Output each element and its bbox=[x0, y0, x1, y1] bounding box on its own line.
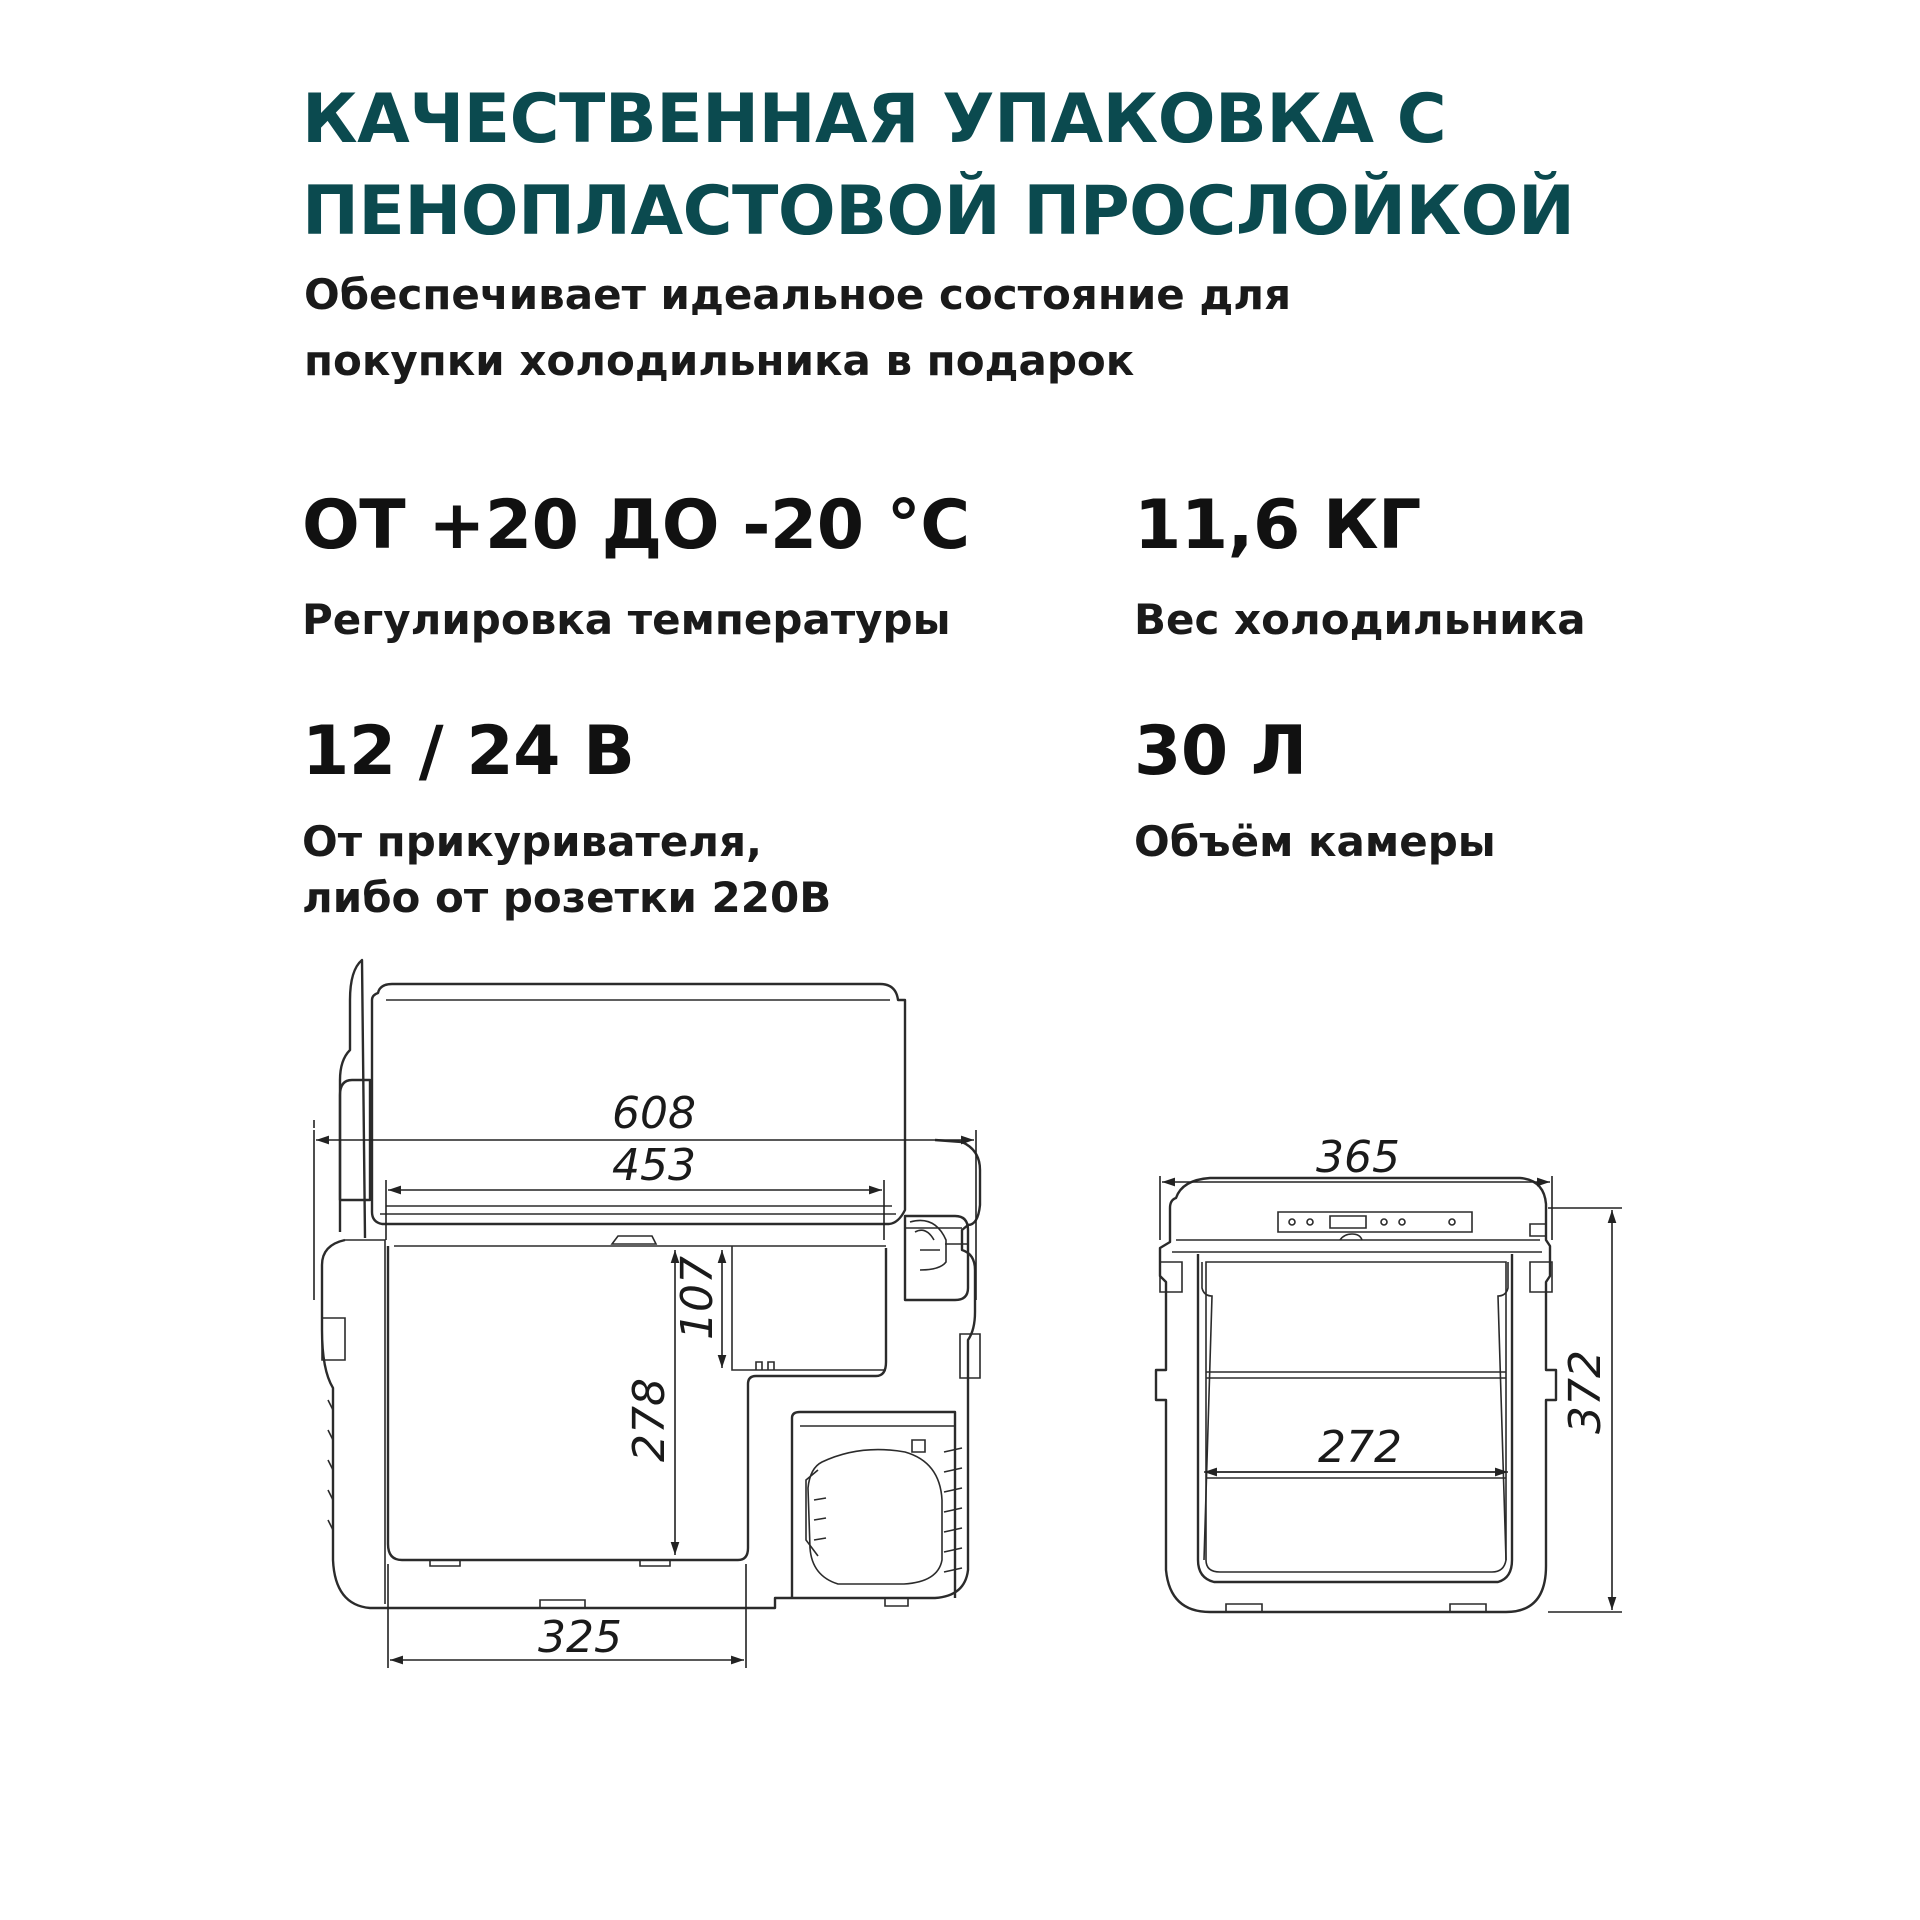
headline-line-2: ПЕНОПЛАСТОВОЙ ПРОСЛОЙКОЙ bbox=[302, 172, 1575, 251]
compressor-unit bbox=[808, 1450, 942, 1584]
dim-side-inner-width: 272 bbox=[1318, 1422, 1402, 1473]
weight-value: 11,6 КГ bbox=[1134, 486, 1421, 565]
dim-front-bottom-width: 325 bbox=[538, 1612, 622, 1663]
front-view bbox=[322, 960, 980, 1608]
dim-front-total-width: 608 bbox=[612, 1088, 696, 1139]
dim-side-total-width: 365 bbox=[1316, 1132, 1400, 1183]
voltage-label-line-1: От прикуривателя, bbox=[302, 817, 762, 866]
dim-front-lid-width: 453 bbox=[612, 1140, 696, 1191]
inner-basket bbox=[1206, 1262, 1506, 1572]
dim-front-upper-depth: 107 bbox=[672, 1256, 723, 1340]
vent-grille bbox=[814, 1448, 962, 1572]
weight-label: Вес холодильника bbox=[1134, 595, 1586, 644]
dim-side-total-height: 372 bbox=[1560, 1350, 1611, 1434]
voltage-value: 12 / 24 В bbox=[302, 712, 635, 791]
temperature-label: Регулировка температуры bbox=[302, 595, 951, 644]
subtitle-line-2: покупки холодильника в подарок bbox=[304, 336, 1135, 385]
side-view bbox=[1156, 1178, 1556, 1612]
side-chamber bbox=[1198, 1254, 1512, 1582]
headline-line-1: КАЧЕСТВЕННАЯ УПАКОВКА С bbox=[302, 80, 1447, 159]
volume-label: Объём камеры bbox=[1134, 817, 1496, 866]
temperature-value: ОТ +20 ДО -20 °C bbox=[302, 486, 970, 565]
side-body-outline bbox=[1156, 1178, 1556, 1612]
dim-front-chamber-height: 278 bbox=[624, 1378, 675, 1462]
subtitle-line-1: Обеспечивает идеальное состояние для bbox=[304, 270, 1292, 319]
front-body-outline bbox=[322, 960, 980, 1608]
front-dimensions bbox=[314, 1088, 976, 1668]
voltage-label-line-2: либо от розетки 220В bbox=[302, 873, 832, 922]
volume-value: 30 Л bbox=[1134, 712, 1307, 791]
